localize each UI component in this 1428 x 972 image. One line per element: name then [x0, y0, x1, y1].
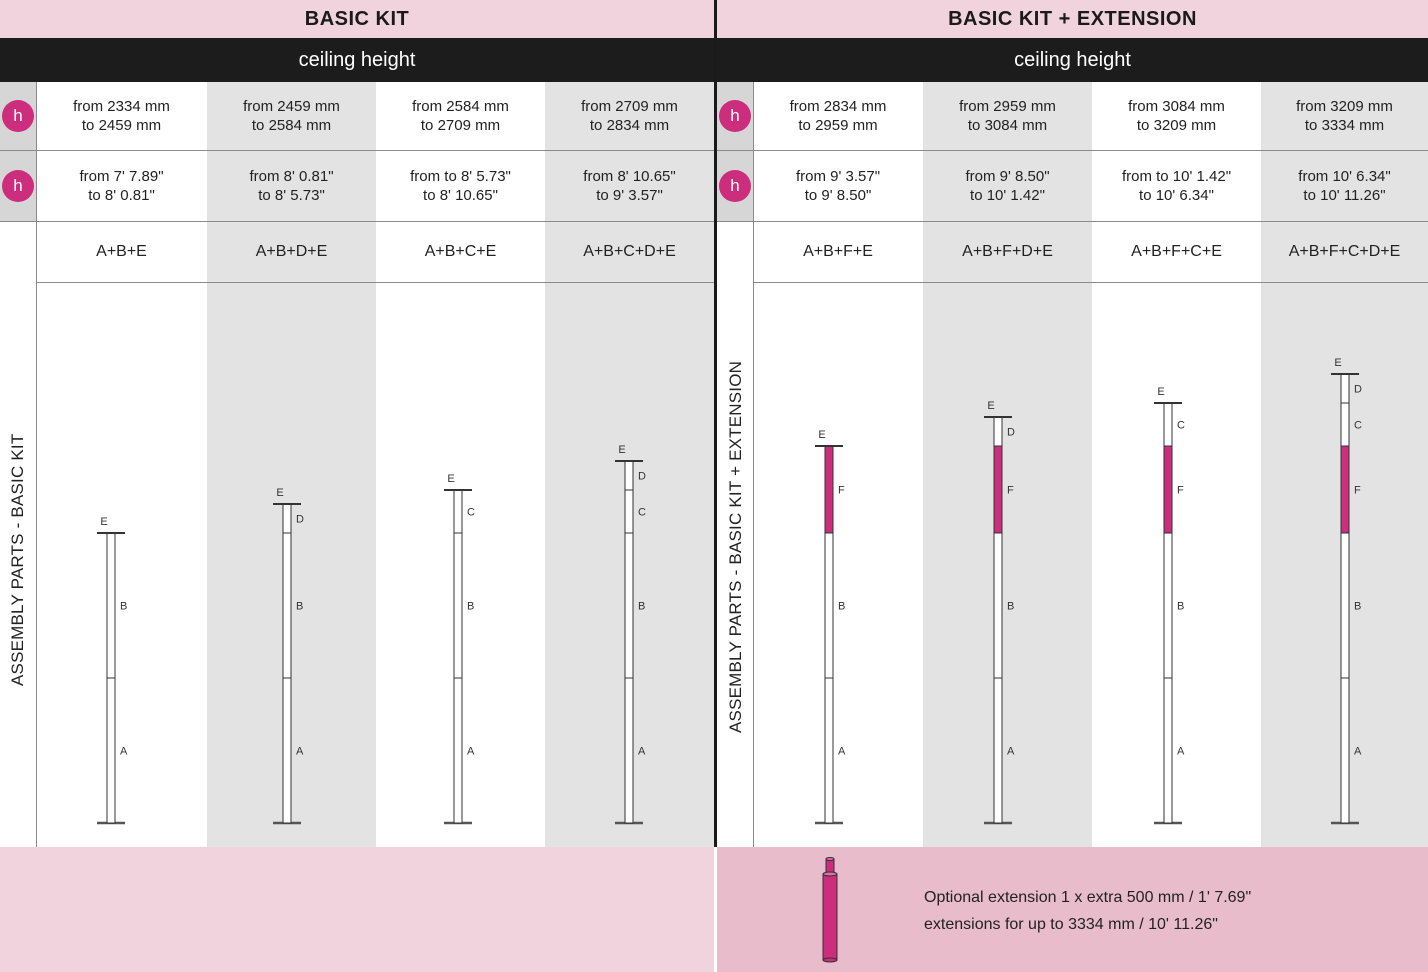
- height-range-imperial-line: to 10' 6.34": [1139, 187, 1214, 204]
- ceiling-height-label-right: ceiling height: [1014, 48, 1131, 71]
- segment-label-d: D: [638, 470, 646, 483]
- height-range-mm-line: to 2584 mm: [251, 117, 332, 134]
- segment-label-c: C: [467, 506, 475, 519]
- assembly-formula: A+B+F+D+E: [962, 243, 1053, 260]
- footer-divider: [714, 847, 717, 972]
- height-badge-icon: h: [2, 170, 34, 202]
- pole-extension-icon: [816, 856, 844, 966]
- pole-segment-b: [454, 533, 462, 678]
- height-range-imperial-line: from 8' 0.81": [249, 168, 334, 185]
- pole-segment-b: [994, 533, 1002, 678]
- height-range-mm-line: from 3084 mm: [1128, 98, 1225, 115]
- segment-label-b: B: [838, 600, 846, 613]
- segment-label-e: E: [1157, 386, 1165, 398]
- segment-label-a: A: [638, 745, 646, 758]
- assembly-formula: A+B+F+C+E: [1131, 243, 1222, 260]
- height-range-imperial-line: from 7' 7.89": [79, 168, 164, 185]
- extension-note-line1: Optional extension 1 x extra 500 mm / 1' 7.69": [924, 889, 1252, 906]
- height-range-mm-line: from 2459 mm: [243, 98, 340, 115]
- segment-label-a: A: [1354, 745, 1362, 758]
- assembly-formula: A+B+C+E: [424, 243, 497, 260]
- pole-segment-d: [283, 504, 291, 533]
- height-range-mm-line: from 2334 mm: [73, 98, 170, 115]
- basic-kit-extension-title: BASIC KIT + EXTENSION: [717, 0, 1428, 38]
- height-range-imperial-line: from 8' 10.65": [583, 168, 676, 185]
- segment-label-a: A: [1177, 745, 1185, 758]
- pole-segment-d: [994, 417, 1002, 446]
- height-range-imperial-line: to 10' 1.42": [970, 187, 1045, 204]
- segment-label-a: A: [467, 745, 475, 758]
- pole-segment-f: [825, 446, 833, 533]
- pole-segment-c: [1164, 403, 1172, 446]
- segment-label-b: B: [467, 600, 475, 613]
- segment-label-a: A: [1007, 745, 1015, 758]
- assembly-formula: A+B+F+E: [803, 243, 873, 260]
- height-range-imperial-line: to 9' 8.50": [804, 187, 872, 204]
- pole-segment-d: [625, 461, 633, 490]
- segment-label-f: F: [838, 484, 845, 497]
- height-range-mm-line: from 2959 mm: [959, 98, 1056, 115]
- segment-label-c: C: [1354, 419, 1362, 432]
- segment-label-c: C: [638, 506, 646, 519]
- height-range-imperial-line: to 8' 10.65": [423, 187, 498, 204]
- pole-segment-a: [454, 678, 462, 823]
- pole-segment-f: [1341, 446, 1349, 533]
- segment-label-e: E: [987, 400, 995, 412]
- height-range-mm-line: from 3209 mm: [1296, 98, 1393, 115]
- segment-label-e: E: [818, 429, 826, 441]
- pole-segment-d: [1341, 374, 1349, 403]
- segment-label-b: B: [1007, 600, 1015, 613]
- height-range-imperial-line: to 10' 11.26": [1303, 187, 1386, 204]
- pole-segment-a: [825, 678, 833, 823]
- pole-segment-a: [283, 678, 291, 823]
- segment-label-a: A: [120, 745, 128, 758]
- segment-label-c: C: [1177, 419, 1185, 432]
- extension-note-line2: extensions for up to 3334 mm / 10' 11.26": [924, 916, 1218, 933]
- height-range-imperial-line: from to 10' 1.42": [1121, 168, 1232, 185]
- height-range-mm-line: to 2959 mm: [798, 117, 878, 134]
- segment-label-b: B: [638, 600, 646, 613]
- height-range-imperial-line: to 8' 5.73": [258, 187, 325, 204]
- pole-segment-a: [625, 678, 633, 823]
- assembly-formula: A+B+F+C+D+E: [1288, 243, 1401, 260]
- pole-segment-c: [625, 490, 633, 533]
- segment-label-d: D: [1007, 426, 1015, 439]
- assembly-formula: A+B+E: [96, 243, 147, 260]
- pole-segment-c: [1341, 403, 1349, 446]
- pole-segment-b: [283, 533, 291, 678]
- height-range-mm-line: from 2709 mm: [581, 98, 678, 115]
- segment-label-f: F: [1354, 484, 1361, 497]
- segment-label-b: B: [1177, 600, 1185, 613]
- height-range-imperial-line: from 9' 8.50": [965, 168, 1050, 185]
- extension-note: [924, 884, 1404, 938]
- height-badge-icon: h: [719, 100, 751, 132]
- height-range-imperial-line: from 10' 6.34": [1298, 168, 1391, 185]
- side-label-basic-kit: ASSEMBLY PARTS - BASIC KIT: [8, 433, 27, 686]
- height-range-mm-line: from 2584 mm: [412, 98, 509, 115]
- height-badge-icon: h: [719, 170, 751, 202]
- height-range-mm-line: to 3334 mm: [1304, 117, 1385, 134]
- height-range-mm-line: to 3084 mm: [967, 117, 1048, 134]
- height-range-imperial-line: from to 8' 5.73": [410, 168, 511, 185]
- pole-segment-a: [1341, 678, 1349, 823]
- segment-label-e: E: [100, 516, 108, 528]
- height-range-imperial-line: from 9' 3.57": [795, 168, 881, 185]
- pole-segment-b: [625, 533, 633, 678]
- assembly-formula: A+B+D+E: [255, 243, 328, 260]
- segment-label-f: F: [1177, 484, 1184, 497]
- height-range-mm-line: from 2834 mm: [789, 98, 887, 115]
- segment-label-e: E: [276, 487, 284, 499]
- assembly-formula: A+B+C+D+E: [583, 243, 676, 260]
- segment-label-b: B: [1354, 600, 1362, 613]
- segment-label-e: E: [447, 473, 455, 485]
- pole-segment-b: [1164, 533, 1172, 678]
- height-badge-icon: h: [2, 100, 34, 132]
- segment-label-a: A: [838, 745, 846, 758]
- segment-label-d: D: [1354, 383, 1362, 396]
- segment-label-d: D: [296, 513, 304, 526]
- pole-segment-f: [994, 446, 1002, 533]
- segment-label-e: E: [618, 444, 626, 456]
- segment-label-b: B: [296, 600, 304, 613]
- height-range-mm-line: to 2709 mm: [420, 117, 501, 134]
- segment-label-b: B: [120, 600, 128, 613]
- segment-label-e: E: [1334, 357, 1342, 369]
- height-range-mm-line: to 3209 mm: [1136, 117, 1217, 134]
- pole-segment-a: [107, 678, 115, 823]
- pole-segment-b: [107, 533, 115, 678]
- pole-segment-b: [825, 533, 833, 678]
- pole-segment-f: [1164, 446, 1172, 533]
- height-range-imperial-line: to 9' 3.57": [596, 187, 663, 204]
- pole-segment-b: [1341, 533, 1349, 678]
- pole-segment-a: [994, 678, 1002, 823]
- height-range-mm-line: to 2459 mm: [81, 117, 162, 134]
- side-label-basic-kit-extension: ASSEMBLY PARTS - BASIC KIT + EXTENSION: [726, 360, 745, 733]
- pole-segment-c: [454, 490, 462, 533]
- segment-label-f: F: [1007, 484, 1014, 497]
- height-range-mm-line: to 2834 mm: [589, 117, 670, 134]
- ceiling-height-label-left: ceiling height: [298, 48, 416, 71]
- pole-segment-a: [1164, 678, 1172, 823]
- height-range-imperial-line: to 8' 0.81": [88, 187, 155, 204]
- basic-kit-title: BASIC KIT: [0, 0, 714, 38]
- footer-left: [0, 847, 714, 972]
- segment-label-a: A: [296, 745, 304, 758]
